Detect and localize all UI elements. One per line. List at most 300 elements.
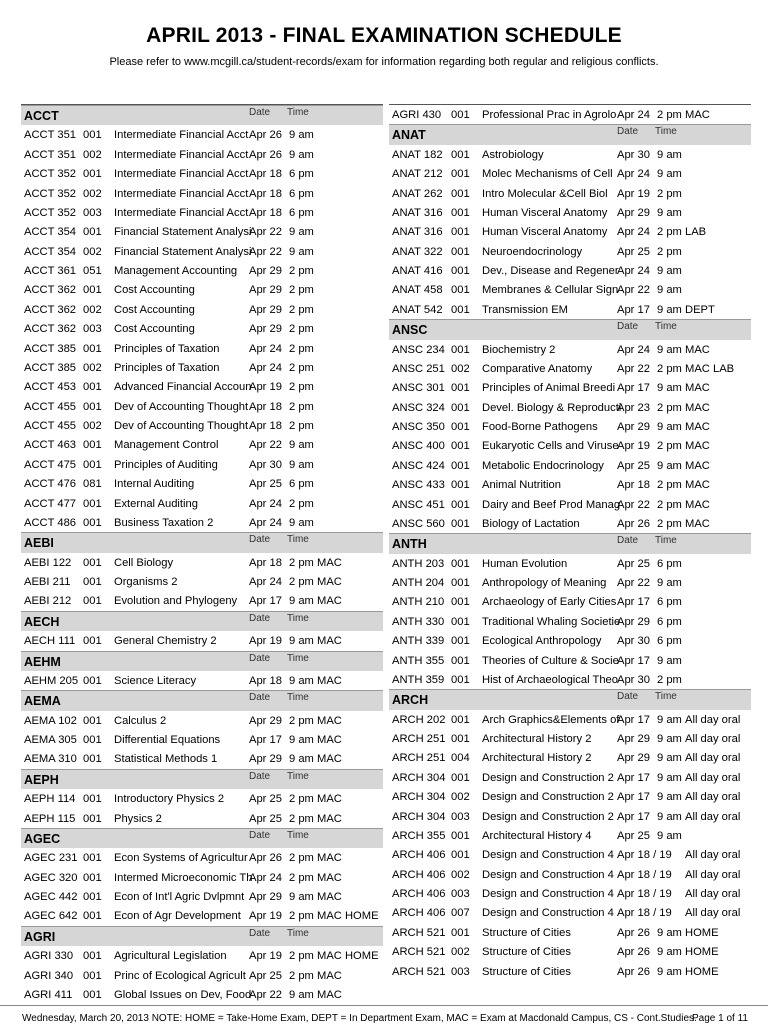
- exam-row: [21, 222, 383, 241]
- course-code: ANSC 560: [392, 517, 445, 530]
- exam-date: Apr 29: [617, 421, 650, 433]
- course-title: Cost Accounting: [114, 303, 195, 316]
- exam-row: [389, 203, 751, 222]
- section-number: 002: [83, 148, 102, 161]
- exam-note: MAC: [685, 517, 710, 530]
- exam-time: 9 am: [657, 654, 682, 667]
- exam-date: Apr 18: [617, 479, 650, 492]
- exam-date: Apr 30: [617, 148, 650, 161]
- course-title: Cost Accounting: [114, 284, 195, 297]
- section-number: 003: [451, 965, 470, 978]
- exam-date: Apr 29: [249, 891, 282, 903]
- section-number: 001: [451, 926, 470, 939]
- exam-date: Apr 29: [249, 714, 282, 727]
- date-column-label: Date: [249, 534, 271, 546]
- exam-row: [21, 494, 383, 513]
- exam-date: Apr 18 / 19: [617, 888, 672, 900]
- course-title: Transmission EM: [482, 303, 568, 316]
- course-title: Intermediate Financial Acct: [114, 206, 249, 219]
- exam-note: HOME: [685, 926, 719, 939]
- course-code: ANTH 355: [392, 654, 445, 667]
- section-number: 001: [451, 654, 470, 667]
- section-number: 001: [451, 459, 470, 472]
- exam-time: 9 am: [657, 946, 682, 959]
- exam-date: Apr 22: [617, 362, 650, 375]
- department-code: AEPH: [24, 772, 59, 787]
- course-code: ARCH 355: [392, 829, 446, 842]
- exam-row: [389, 884, 751, 903]
- exam-date: Apr 24: [249, 576, 282, 588]
- exam-time: 9 am: [289, 148, 314, 161]
- course-title: Intermediate Financial Acct: [114, 168, 249, 181]
- department-code: ANAT: [392, 128, 426, 143]
- course-code: AEBI 211: [24, 576, 71, 588]
- exam-date: Apr 29: [249, 265, 282, 277]
- course-title: Design and Construction 4: [482, 868, 614, 881]
- section-number: 001: [451, 226, 470, 239]
- department-header: [21, 611, 383, 631]
- time-column-label: Time: [287, 692, 309, 704]
- course-code: ANSC 350: [392, 421, 445, 433]
- course-code: AGEC 231: [24, 852, 78, 865]
- department-header: [21, 828, 383, 848]
- exam-row: [21, 730, 383, 749]
- course-code: ARCH 304: [392, 791, 446, 804]
- exam-note: All day oral: [685, 713, 741, 726]
- time-column-label: Time: [287, 770, 309, 782]
- course-code: AEMA 310: [24, 753, 77, 766]
- exam-time: 2 pm: [657, 479, 682, 492]
- course-code: AGRI 430: [392, 109, 442, 121]
- exam-date: Apr 19: [249, 381, 282, 394]
- exam-date: Apr 18 / 19: [617, 907, 672, 920]
- section-number: 002: [451, 946, 470, 959]
- exam-date: Apr 17: [617, 791, 650, 804]
- section-number: 001: [83, 439, 102, 452]
- course-code: AEMA 305: [24, 734, 77, 746]
- exam-date: Apr 22: [617, 498, 650, 511]
- course-code: AEBI 212: [24, 595, 72, 608]
- exam-note: MAC: [685, 440, 710, 453]
- exam-time: 9 am: [657, 965, 682, 978]
- exam-date: Apr 26: [617, 965, 650, 978]
- exam-date: Apr 18: [249, 420, 282, 432]
- exam-row: [389, 261, 751, 280]
- section-number: 002: [83, 303, 102, 316]
- exam-row: [389, 942, 751, 961]
- exam-row: [389, 514, 751, 533]
- exam-date: Apr 17: [617, 382, 650, 395]
- exam-row: [389, 222, 751, 241]
- date-column-label: Date: [617, 691, 639, 703]
- exam-note: MAC: [685, 459, 710, 472]
- page-title: APRIL 2013 - FINAL EXAMINATION SCHEDULE: [146, 24, 622, 47]
- exam-row: [21, 966, 383, 985]
- course-title: Intermediate Financial Acct: [114, 129, 249, 142]
- course-code: AECH 111: [24, 635, 76, 648]
- exam-date: Apr 18: [249, 187, 282, 200]
- section-number: 002: [451, 791, 470, 804]
- exam-date: Apr 19: [249, 635, 282, 648]
- course-title: Structure of Cities: [482, 946, 571, 959]
- course-title: Design and Construction 2: [482, 810, 614, 823]
- exam-time: 9 am: [289, 674, 314, 687]
- page-subtitle: Please refer to www.mcgill.ca/student-records/exam for information regarding both regular and religious conflicts.: [109, 56, 659, 68]
- course-code: ACCT 477: [24, 497, 77, 510]
- time-column-label: Time: [655, 321, 677, 333]
- department-header: [21, 769, 383, 789]
- exam-note: MAC: [317, 969, 342, 982]
- department-header: [389, 319, 751, 339]
- course-title: Agricultural Legislation: [114, 950, 227, 963]
- course-title: Animal Nutrition: [482, 479, 561, 492]
- exam-time: 9 am: [289, 988, 314, 1001]
- exam-row: [389, 280, 751, 299]
- exam-row: [21, 474, 383, 493]
- course-code: ANSC 324: [392, 401, 445, 414]
- section-number: 001: [83, 812, 102, 825]
- exam-date: Apr 17: [249, 595, 282, 608]
- exam-row: [389, 300, 751, 319]
- course-code: ACCT 385: [24, 342, 77, 355]
- exam-time: 2 pm: [289, 400, 314, 413]
- date-column-label: Date: [249, 829, 271, 841]
- exam-row: [389, 495, 751, 514]
- exam-date: Apr 25: [249, 478, 282, 491]
- exam-row: [389, 729, 751, 748]
- exam-note: MAC HOME: [317, 950, 379, 963]
- exam-row: [389, 398, 751, 417]
- course-code: ACCT 362: [24, 323, 77, 336]
- course-title: Internal Auditing: [114, 478, 195, 491]
- exam-row: [389, 807, 751, 826]
- course-code: AEPH 114: [24, 793, 76, 806]
- course-code: ACCT 455: [24, 420, 77, 432]
- exam-time: 6 pm: [657, 635, 682, 648]
- section-number: 001: [451, 148, 470, 161]
- exam-time: 2 pm: [289, 323, 314, 336]
- section-number: 001: [83, 226, 102, 239]
- exam-date: Apr 17: [617, 303, 650, 316]
- section-number: 001: [451, 479, 470, 492]
- course-code: ANAT 316: [392, 206, 443, 219]
- date-column-label: Date: [249, 692, 271, 704]
- section-number: 003: [83, 206, 102, 219]
- date-column-label: Date: [617, 535, 639, 547]
- date-column-label: Date: [249, 770, 271, 782]
- course-title: Econ of Int'l Agric Dvlpmnt: [114, 891, 245, 903]
- exam-note: MAC: [317, 635, 342, 648]
- course-title: Human Visceral Anatomy: [482, 206, 608, 219]
- course-title: Traditional Whaling Societie: [482, 615, 621, 628]
- time-column-label: Time: [287, 927, 309, 939]
- exam-note: MAC: [685, 109, 710, 121]
- course-title: Calculus 2: [114, 714, 167, 727]
- course-title: External Auditing: [114, 497, 198, 510]
- exam-row: [21, 711, 383, 730]
- section-number: 001: [83, 516, 102, 529]
- exam-row: [389, 573, 751, 592]
- exam-note: DEPT: [685, 303, 715, 316]
- course-code: ANTH 330: [392, 615, 445, 628]
- department-code: AECH: [24, 614, 60, 629]
- course-code: ACCT 455: [24, 400, 77, 413]
- exam-time: 9 am: [657, 206, 682, 219]
- course-code: ARCH 406: [392, 907, 446, 920]
- exam-note: MAC: [685, 421, 710, 433]
- section-number: 081: [83, 478, 102, 491]
- section-number: 001: [83, 674, 102, 687]
- exam-time: 2 pm: [657, 187, 682, 200]
- exam-row: [389, 184, 751, 203]
- course-code: ANTH 210: [392, 596, 445, 609]
- exam-date: Apr 22: [249, 439, 282, 452]
- exam-time: 9 am: [657, 382, 682, 395]
- section-number: 001: [83, 891, 102, 903]
- exam-date: Apr 18 / 19: [617, 868, 672, 881]
- exam-time: 9 am: [657, 713, 682, 726]
- course-code: ARCH 406: [392, 849, 446, 862]
- department-code: AEBI: [24, 536, 54, 551]
- course-title: Design and Construction 2: [482, 771, 614, 784]
- course-code: ANAT 416: [392, 265, 443, 277]
- course-title: Architectural History 4: [482, 829, 592, 842]
- course-title: Human Visceral Anatomy: [482, 226, 608, 239]
- exam-date: Apr 25: [249, 969, 282, 982]
- course-code: ARCH 304: [392, 771, 446, 784]
- section-number: 001: [83, 950, 102, 963]
- date-column-label: Date: [617, 321, 639, 333]
- course-code: ARCH 521: [392, 926, 446, 939]
- course-title: Biology of Lactation: [482, 517, 580, 530]
- exam-note: All day oral: [685, 791, 741, 804]
- section-number: 001: [83, 342, 102, 355]
- exam-date: Apr 25: [617, 557, 650, 570]
- course-code: ANSC 251: [392, 362, 445, 375]
- exam-date: Apr 22: [249, 988, 282, 1001]
- section-number: 001: [83, 988, 102, 1001]
- exam-time: 9 am: [657, 421, 682, 433]
- section-number: 001: [83, 168, 102, 181]
- department-code: AGRI: [24, 929, 56, 944]
- exam-note: MAC: [317, 891, 342, 903]
- exam-row: [389, 417, 751, 436]
- section-number: 001: [83, 871, 102, 884]
- section-number: 001: [451, 849, 470, 862]
- exam-time: 9 am: [289, 635, 314, 648]
- exam-date: Apr 22: [617, 577, 650, 589]
- exam-date: Apr 24: [617, 343, 650, 356]
- course-title: Hist of Archaeological Theo: [482, 673, 618, 686]
- exam-row: [389, 631, 751, 650]
- exam-time: 9 am: [657, 733, 682, 745]
- exam-row: [21, 145, 383, 164]
- course-code: ANTH 359: [392, 673, 445, 686]
- exam-time: 2 pm: [289, 303, 314, 316]
- exam-date: Apr 18: [249, 674, 282, 687]
- course-code: AGRI 340: [24, 969, 74, 982]
- exam-time: 2 pm: [657, 498, 682, 511]
- exam-time: 9 am: [289, 439, 314, 452]
- course-title: Statistical Methods 1: [114, 753, 218, 766]
- exam-date: Apr 24: [249, 871, 282, 884]
- exam-date: Apr 29: [249, 284, 282, 297]
- course-code: ARCH 304: [392, 810, 446, 823]
- course-code: ANAT 182: [392, 148, 443, 161]
- exam-row: [389, 475, 751, 494]
- exam-note: MAC: [317, 595, 342, 608]
- course-title: Human Evolution: [482, 557, 568, 570]
- course-code: AGEC 442: [24, 891, 78, 903]
- course-title: Financial Statement Analysi: [114, 226, 252, 239]
- course-title: Anthropology of Meaning: [482, 577, 607, 589]
- section-number: 001: [83, 458, 102, 471]
- exam-date: Apr 25: [617, 829, 650, 842]
- exam-time: 2 pm: [289, 342, 314, 355]
- course-code: ANAT 322: [392, 245, 443, 258]
- exam-time: 9 am: [657, 771, 682, 784]
- exam-note: MAC: [685, 498, 710, 511]
- department-header: [21, 926, 383, 946]
- course-code: ANAT 316: [392, 226, 443, 239]
- exam-row: [389, 554, 751, 573]
- exam-time: 2 pm: [289, 852, 314, 865]
- exam-date: Apr 22: [249, 245, 282, 258]
- exam-time: 2 pm: [657, 517, 682, 530]
- exam-row: [21, 631, 383, 650]
- exam-row: [389, 903, 751, 922]
- exam-date: Apr 26: [249, 852, 282, 865]
- section-number: 001: [451, 596, 470, 609]
- section-number: 001: [451, 245, 470, 258]
- exam-date: Apr 22: [249, 226, 282, 239]
- course-code: ANSC 400: [392, 440, 445, 453]
- exam-row: [389, 378, 751, 397]
- exam-date: Apr 24: [249, 516, 282, 529]
- department-code: AEHM: [24, 654, 61, 669]
- exam-time: 9 am: [657, 148, 682, 161]
- section-number: 001: [451, 109, 470, 121]
- section-number: 001: [451, 498, 470, 511]
- exam-time: 2 pm: [289, 576, 314, 588]
- exam-time: 2 pm: [289, 284, 314, 297]
- department-header: [21, 690, 383, 710]
- section-number: 001: [451, 168, 470, 181]
- date-column-label: Date: [249, 612, 271, 624]
- exam-time: 6 pm: [289, 187, 314, 200]
- course-title: Management Control: [114, 439, 219, 452]
- exam-row: [21, 435, 383, 454]
- section-number: 001: [451, 187, 470, 200]
- course-title: Eukaryotic Cells and Viruse: [482, 440, 619, 453]
- section-number: 003: [451, 888, 470, 900]
- date-column-label: Date: [249, 927, 271, 939]
- exam-row: [21, 339, 383, 358]
- course-code: ARCH 406: [392, 868, 446, 881]
- department-code: ARCH: [392, 693, 429, 708]
- course-title: Dev of Accounting Thought: [114, 400, 249, 413]
- exam-time: 2 pm: [289, 871, 314, 884]
- exam-date: Apr 17: [617, 654, 650, 667]
- exam-row: [21, 280, 383, 299]
- exam-date: Apr 26: [617, 517, 650, 530]
- course-code: AGEC 642: [24, 910, 78, 923]
- exam-time: 2 pm: [657, 109, 682, 121]
- exam-time: 9 am: [657, 459, 682, 472]
- exam-time: 2 pm: [289, 381, 314, 394]
- exam-row: [21, 749, 383, 768]
- exam-row: [389, 340, 751, 359]
- exam-time: 9 am: [657, 752, 682, 765]
- exam-row: [21, 671, 383, 690]
- time-column-label: Time: [287, 612, 309, 624]
- exam-date: Apr 24: [617, 265, 650, 277]
- course-code: ACCT 352: [24, 206, 77, 219]
- course-title: Advanced Financial Accoun: [114, 381, 252, 394]
- exam-time: 2 pm: [657, 673, 682, 686]
- exam-date: Apr 24: [617, 109, 650, 121]
- exam-note: MAC LAB: [685, 362, 735, 375]
- exam-time: 2 pm: [657, 245, 682, 258]
- exam-note: MAC HOME: [317, 910, 379, 923]
- course-code: AGEC 320: [24, 871, 78, 884]
- exam-date: Apr 19: [617, 440, 650, 453]
- exam-time: 2 pm: [289, 812, 314, 825]
- exam-date: Apr 29: [249, 303, 282, 316]
- exam-time: 9 am: [657, 810, 682, 823]
- exam-note: All day oral: [685, 733, 741, 745]
- exam-date: Apr 17: [249, 734, 282, 746]
- course-title: Theories of Culture & Socie: [482, 654, 619, 667]
- section-number: 001: [451, 713, 470, 726]
- exam-note: MAC: [317, 871, 342, 884]
- exam-time: 2 pm: [657, 440, 682, 453]
- exam-date: Apr 25: [617, 245, 650, 258]
- course-code: ANSC 234: [392, 343, 445, 356]
- course-title: Design and Construction 4: [482, 888, 614, 900]
- exam-row: [389, 105, 751, 124]
- exam-row: [389, 359, 751, 378]
- course-code: ACCT 352: [24, 187, 77, 200]
- exam-time: 2 pm: [657, 362, 682, 375]
- exam-row: [389, 845, 751, 864]
- exam-row: [21, 358, 383, 377]
- department-code: AGEC: [24, 831, 61, 846]
- exam-date: Apr 30: [617, 635, 650, 648]
- date-column-label: Date: [617, 126, 639, 138]
- course-code: ACCT 352: [24, 168, 77, 181]
- exam-date: Apr 24: [249, 342, 282, 355]
- exam-time: 6 pm: [657, 615, 682, 628]
- exam-time: 9 am: [289, 245, 314, 258]
- exam-row: [389, 145, 751, 164]
- course-title: Intermed Microeconomic Th: [114, 871, 253, 884]
- exam-time: 2 pm: [289, 714, 314, 727]
- footer-note: Wednesday, March 20, 2013 NOTE: HOME = Take-Home Exam, DEPT = In Department Exam, MAC = Exam at Macdonald Campus, CS - Cont.Studies.: [22, 1013, 697, 1024]
- exam-row: [21, 261, 383, 280]
- section-number: 001: [451, 517, 470, 530]
- exam-row: [21, 553, 383, 572]
- exam-row: [389, 612, 751, 631]
- exam-date: Apr 24: [617, 168, 650, 181]
- exam-row: [21, 985, 383, 1004]
- exam-time: 9 am: [289, 129, 314, 142]
- course-title: Astrobiology: [482, 148, 544, 161]
- exam-note: MAC: [317, 674, 342, 687]
- section-number: 001: [83, 753, 102, 766]
- course-code: ACCT 475: [24, 458, 77, 471]
- course-title: Arch Graphics&Elements of: [482, 713, 620, 726]
